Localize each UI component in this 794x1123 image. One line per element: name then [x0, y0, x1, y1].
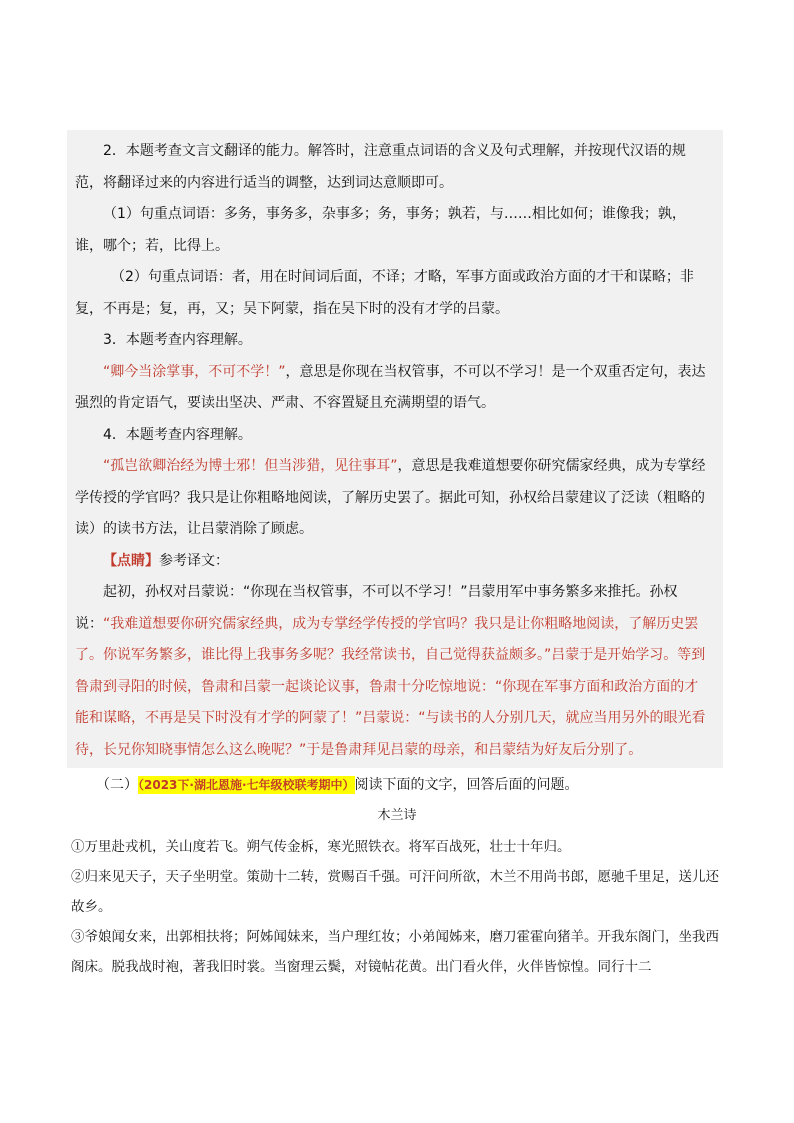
q4-quote: “孤岂欲卿治经为博士邪！但当涉猎，见往事耳” [103, 458, 398, 474]
q4-answer [75, 451, 711, 546]
q3-quote: “卿今当涂掌事，不可不学！” [103, 363, 286, 380]
q2-intro: 2．本题考查文言文翻译的能力。解答时，注意重点词语的含义及句式理解，并按现代汉语的规范，将翻译过来的内容进行适当的调整，达到词达意顺即可。 [75, 143, 686, 191]
poem-paragraph-2: ②归来见天子，天子坐明堂。策勋十二转，赏赐百千强。可汗问所欲，木兰不用尚书郎，愿驰千里足，送儿还故乡。 [71, 869, 719, 915]
tip-label: 参考译文： [159, 552, 229, 569]
source-tag: （2023下·湖北恩施·七年级校联考期中） [138, 778, 355, 792]
q3-body: ，意思是你现在当权管事，不可以不学习！是一个双重否定句，表达强烈的肯定语气，要读出坚决、严肃、不容置疑且充满期望的语气。 [75, 363, 706, 411]
q4-body: ，意思是我难道想要你研究儒家经典，成为专掌经学传授的学官吗？我只是让你粗略地阅读，了解历史罢了。据此可知，孙权给吕蒙建议了泛读（粗略的读）的读书方法，让吕蒙消除了顾虑。 [75, 458, 706, 537]
tip-heading [75, 546, 711, 578]
q3-answer [75, 357, 711, 420]
section-instruction: 阅读下面的文字，回答后面的问题。 [354, 777, 579, 793]
section-number: （二） [96, 777, 138, 793]
q3-intro: 3．本题考查内容理解。 [103, 332, 252, 348]
q2-item1: （1）句重点词语：多务，事务多，杂事多；务，事务；孰若，与……相比如何；谁像我；孰，谁，哪个；若，比得上。 [75, 206, 686, 254]
poem-paragraph-1: ①万里赴戎机，关山度若飞。朔气传金柝，寒光照铁衣。将军百战死，壮士十年归。 [71, 839, 571, 855]
section-heading [96, 773, 579, 797]
poem-title: 木兰诗 [377, 808, 417, 823]
translation [75, 577, 711, 766]
answer-analysis-box [67, 130, 723, 768]
poem-body [71, 832, 731, 982]
translation-part1: 起初，孙权对吕蒙说：“你现在当权管事，不可以不学习！”吕蒙用军中事务繁多来推托。孙权说： [75, 584, 678, 632]
tip-bracket: 【点睛】 [103, 552, 159, 569]
translation-part2: “我难道想要你研究儒家经典，成为专掌经学传授的学官吗？我只是让你粗略地阅读，了解历史罢了。你说军务繁多，谁比得上我事务多呢？我经常读书，自己觉得获益颇多。”吕蒙于是开始学习。等到鲁肃到寻阳的时候，鲁肃和吕蒙一起谈论议事，鲁肃十分吃惊地说：“你现在军事方面和政治方面的才能和谋略，不再是吴下时没有才学的阿蒙了！”吕蒙说：“与读书的人分别几天，就应当用另外的眼光看待，长兄你知晓事情怎么这么晚呢？”于是鲁肃拜见吕蒙的母亲，和吕蒙结为好友后分别了。 [75, 615, 706, 758]
q2-item2: （2）句重点词语：者，用在时间词后面，不译；才略，军事方面或政治方面的才干和谋略；非复，不再是；复，再，又；吴下阿蒙，指在吴下时的没有才学的吕蒙。 [75, 269, 694, 317]
q4-intro: 4．本题考查内容理解。 [103, 426, 252, 443]
poem-paragraph-3: ③爷娘闻女来，出郭相扶将；阿姊闻妹来，当户理红妆；小弟闻姊来，磨刀霍霍向猪羊。开我东阁门，坐我西阁床。脱我战时袍，著我旧时裳。当窗理云鬓，对镜帖花黄。出门看火伴，火伴皆惊惶。同行十二 [71, 929, 719, 975]
